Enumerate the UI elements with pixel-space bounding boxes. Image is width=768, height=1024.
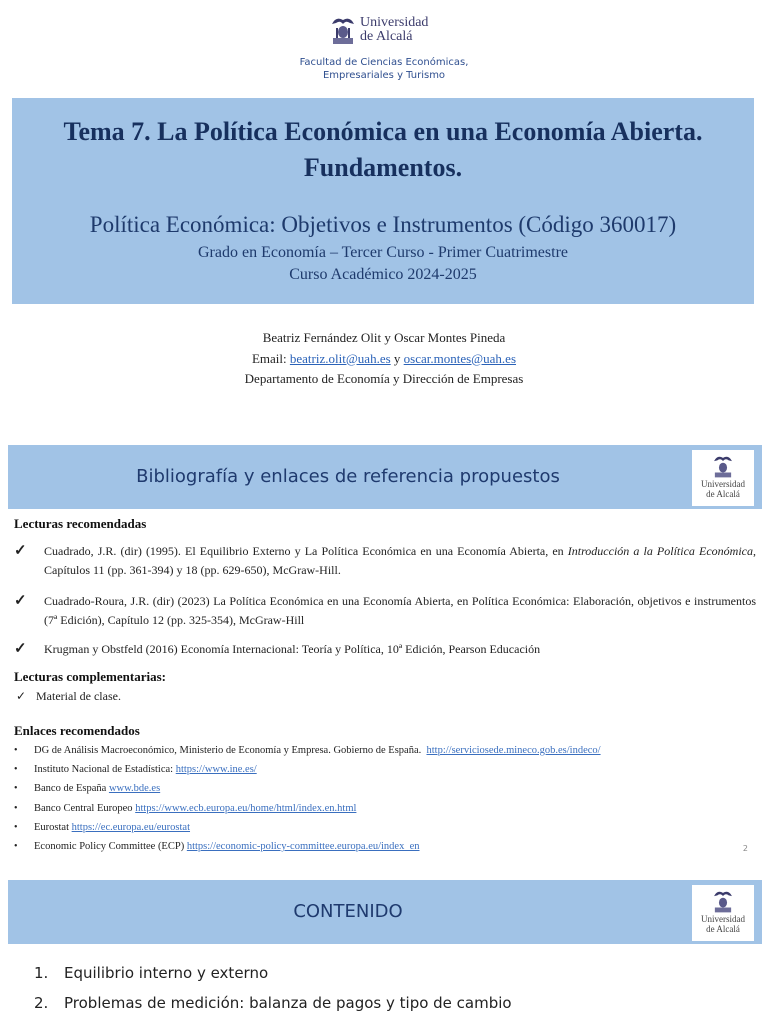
checkmark-icon: ✓ <box>16 689 27 703</box>
title-line-2: Fundamentos. <box>303 153 463 182</box>
banner-logo <box>692 450 754 506</box>
banner-logo-line-1: Universidad <box>701 479 745 489</box>
link-label: Economic Policy Committee (ECP) <box>34 841 187 853</box>
checkmark-icon: ✓ <box>14 641 27 657</box>
banner-title: CONTENIDO <box>293 901 403 922</box>
checkmark-icon: ✓ <box>14 543 27 559</box>
contents-item <box>34 988 512 1018</box>
academic-year: Curso Académico 2024-2025 <box>289 266 477 283</box>
link-label: Banco Central Europeo <box>34 802 136 814</box>
author-names: Beatriz Fernández Olit y Oscar Montes Pineda <box>262 330 506 345</box>
email-link-oscar[interactable]: oscar.montes@uah.es <box>403 350 517 366</box>
complementary-item <box>14 688 756 704</box>
contents-banner <box>8 880 762 944</box>
university-logo <box>330 14 428 46</box>
faculty-line-1: Facultad de Ciencias Económicas, <box>299 57 469 68</box>
university-crest-icon <box>712 453 734 479</box>
link-bde[interactable]: www.bde.es <box>108 783 161 795</box>
reference-text: Krugman y Obstfeld (2016) Economía Internacional: Teoría y Política, 10ª Edición, Pearson Educación <box>44 642 541 656</box>
contents-list <box>34 958 512 1018</box>
bibliography-slide <box>0 436 768 866</box>
link-ecb[interactable]: https://www.ecb.europa.eu/home/html/index.en.html <box>135 802 357 814</box>
banner-title: Bibliografía y enlaces de referencia propuestos <box>136 466 560 487</box>
degree-info: Grado en Economía – Tercer Curso - Primer Cuatrimestre <box>197 244 569 261</box>
link-label: DG de Análisis Macroeconómico, Ministerio de Economía y Empresa. Gobierno de España. <box>34 745 427 756</box>
link-ine[interactable]: https://www.ine.es/ <box>175 764 257 776</box>
title-slide <box>0 0 768 420</box>
banner-logo <box>692 885 754 941</box>
item-label: Problemas de medición: balanza de pagos y tipo de cambio <box>64 994 512 1012</box>
course-name: Política Económica: Objetivos e Instrumentos (Código 360017) <box>89 212 677 237</box>
page-title <box>12 114 754 186</box>
title-banner <box>12 98 754 304</box>
logo-line-2: de Alcalá <box>360 29 413 44</box>
bullet-icon: • <box>14 821 18 833</box>
reference-text: , Capítulos 11 (pp. 361-394) y 18 (pp. 629-650), McGraw-Hill. <box>44 544 756 577</box>
link-item <box>14 779 756 798</box>
item-number: 2. <box>34 994 49 1012</box>
authors-block <box>0 328 768 390</box>
title-line-1: Tema 7. La Política Económica en una Economía Abierta. <box>63 117 703 146</box>
recommended-links <box>14 723 756 856</box>
complementary-text: Material de clase. <box>36 689 121 703</box>
reference-text: Cuadrado, J.R. (dir) (1995). El Equilibrio Externo y La Política Económica en una Economía Abierta, en <box>44 544 568 558</box>
contents-slide <box>0 870 768 1024</box>
recommended-heading: Lecturas recomendadas <box>14 516 147 531</box>
bibliography-banner <box>8 445 762 509</box>
link-item <box>14 741 756 760</box>
recommended-item <box>14 592 756 630</box>
recommended-readings <box>14 516 756 532</box>
item-label: Equilibrio interno y externo <box>64 964 269 982</box>
recommended-item <box>14 640 756 659</box>
banner-logo-line-2: de Alcalá <box>706 924 740 934</box>
reference-book-title: Introducción a la Política Económica <box>567 544 753 558</box>
bullet-icon: • <box>14 841 18 853</box>
bullet-icon: • <box>14 764 18 776</box>
contents-item <box>34 958 512 988</box>
complementary-readings <box>14 669 756 704</box>
university-crest-icon <box>330 14 356 46</box>
bullet-icon: • <box>14 802 18 814</box>
faculty-line-2: Empresariales y Turismo <box>322 70 446 81</box>
recommended-item <box>14 542 756 580</box>
links-heading: Enlaces recomendados <box>14 723 140 738</box>
link-mineco[interactable]: http://serviciosede.mineco.gob.es/indeco/ <box>426 745 601 756</box>
banner-logo-line-1: Universidad <box>701 914 745 924</box>
link-label: Instituto Nacional de Estadística: <box>34 764 176 776</box>
link-item <box>14 837 756 856</box>
department: Departamento de Economía y Dirección de Empresas <box>244 371 524 386</box>
page-number: 2 <box>742 844 748 853</box>
email-line <box>0 349 768 370</box>
link-eurostat[interactable]: https://ec.europa.eu/eurostat <box>71 821 191 833</box>
link-label: Banco de España <box>34 783 109 795</box>
banner-logo-line-2: de Alcalá <box>706 489 740 499</box>
link-item <box>14 818 756 837</box>
complementary-heading: Lecturas complementarias: <box>14 669 166 684</box>
university-crest-icon <box>712 888 734 914</box>
email-link-beatriz[interactable]: beatriz.olit@uah.es <box>289 350 391 366</box>
link-item <box>14 760 756 779</box>
link-label: Eurostat <box>34 821 72 833</box>
logo-line-1: Universidad <box>360 15 429 30</box>
email-label: Email: <box>251 350 287 366</box>
link-item <box>14 799 756 818</box>
item-number: 1. <box>34 964 49 982</box>
bullet-icon: • <box>14 783 18 795</box>
faculty-name <box>0 56 768 82</box>
bullet-icon: • <box>14 745 18 756</box>
reference-text: Cuadrado-Roura, J.R. (dir) (2023) La Política Económica en una Economía Abierta, en Política Económica: Elaboración, objetivos e instrumentos (7ª Edición), Capítulo 12 (pp. 325-354), McGraw-Hill <box>44 594 756 627</box>
email-separator: y <box>393 350 401 366</box>
checkmark-icon: ✓ <box>14 593 27 609</box>
link-epc[interactable]: https://economic-policy-committee.europa.eu/index_en <box>186 841 420 853</box>
